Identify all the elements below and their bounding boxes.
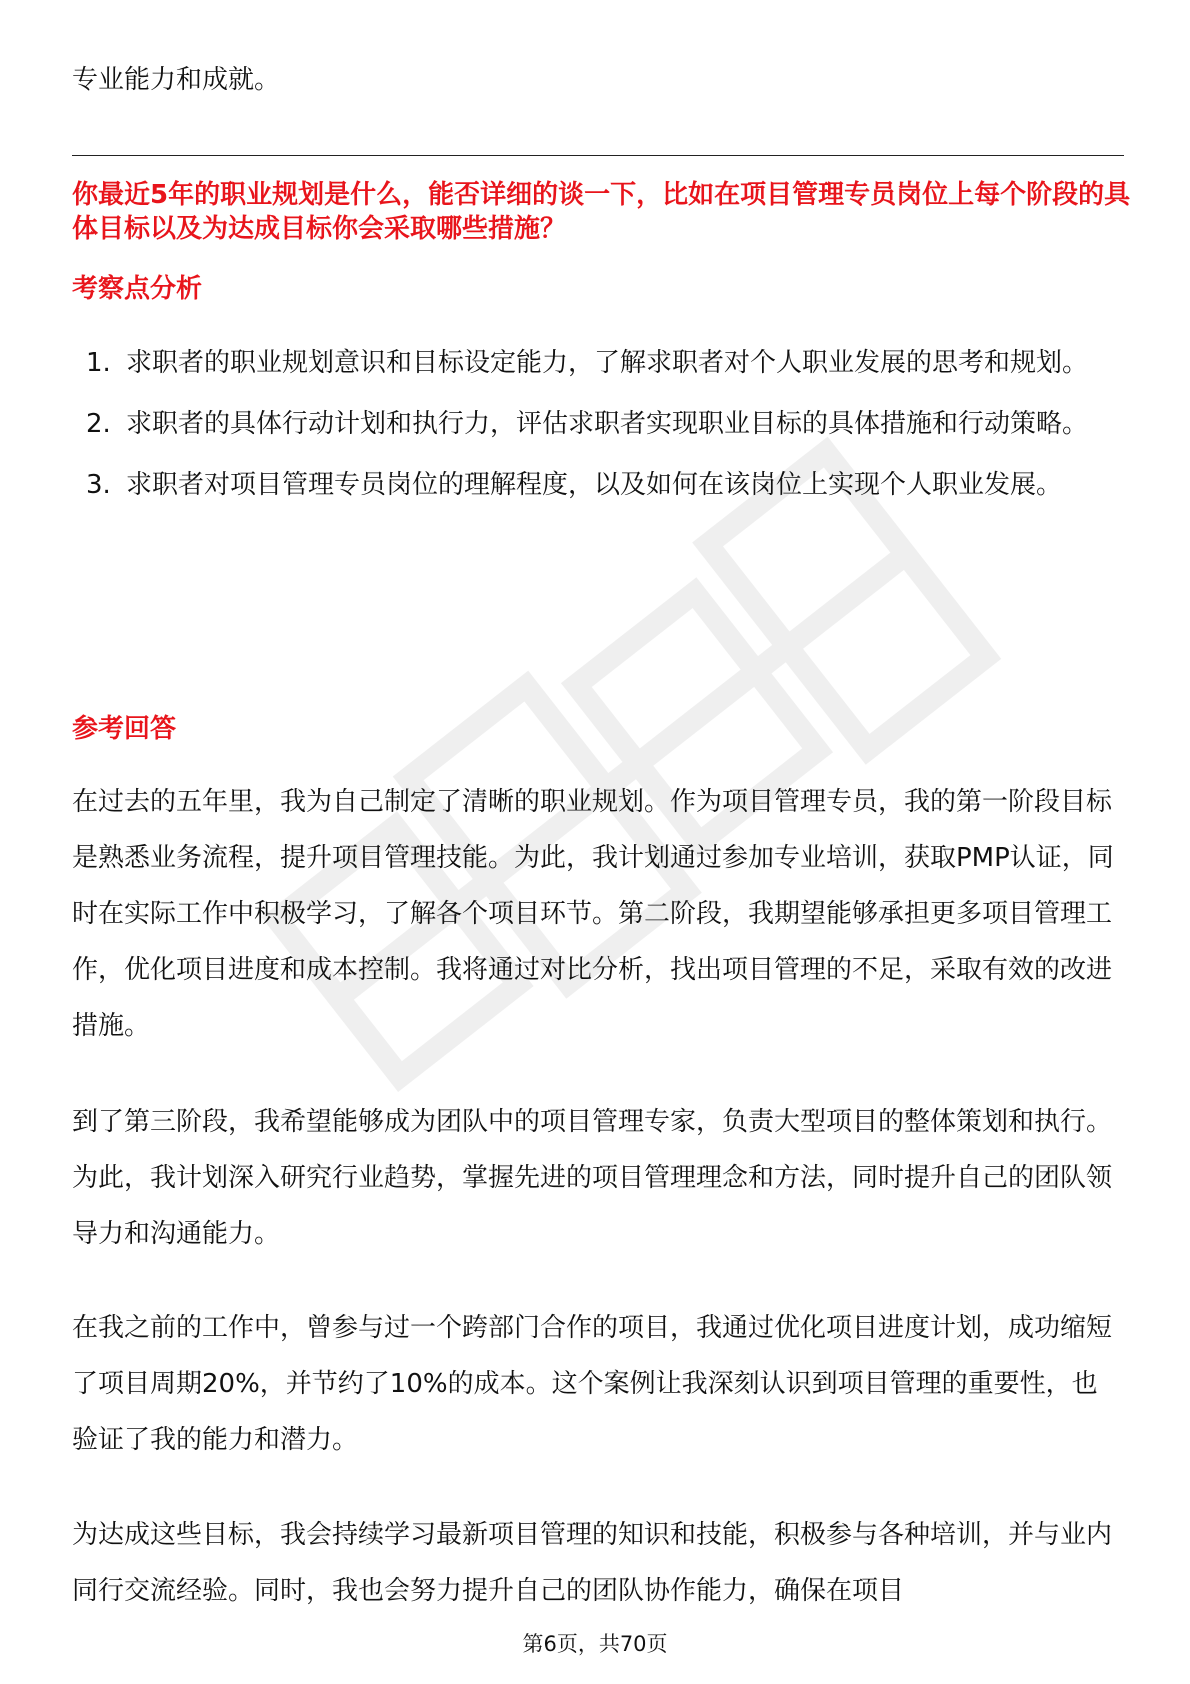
list-item xyxy=(72,457,1132,513)
answer-paragraph: 在我之前的工作中，曾参与过一个跨部门合作的项目，我通过优化项目进度计划，成功缩短了项目周期20%，并节约了10%的成本。这个案例让我深刻认识到项目管理的重要性，也验证了我的能力和潜力。 xyxy=(72,1313,1113,1455)
analysis-heading: 考察点分析 xyxy=(72,274,203,304)
list-item-text: 求职者对项目管理专员岗位的理解程度，以及如何在该岗位上实现个人职业发展。 xyxy=(126,470,1063,500)
interview-question: 你最近5年的职业规划是什么，能否详细的谈一下，比如在项目管理专员岗位上每个阶段的具体目标以及为达成目标你会采取哪些措施？ xyxy=(72,180,1131,244)
list-item-text: 求职者的具体行动计划和执行力，评估求职者实现职业目标的具体措施和行动策略。 xyxy=(126,409,1089,439)
list-item-text: 求职者的职业规划意识和目标设定能力，了解求职者对个人职业发展的思考和规划。 xyxy=(126,348,1089,378)
answer-paragraph: 在过去的五年里，我为自己制定了清晰的职业规划。作为项目管理专员，我的第一阶段目标是熟悉业务流程，提升项目管理技能。为此，我计划通过参加专业培训，获取PMP认证，同时在实际工作中积极学习，了解各个项目环节。第二阶段，我期望能够承担更多项目管理工作，优化项目进度和成本控制。我将通过对比分析，找出项目管理的不足，采取有效的改进措施。 xyxy=(72,787,1114,1041)
list-item xyxy=(72,396,1132,452)
list-item-number: 3. xyxy=(86,470,111,500)
list-item-number: 1. xyxy=(86,348,111,378)
page-number-footer: 第6页，共70页 xyxy=(522,1632,668,1656)
answer-heading: 参考回答 xyxy=(72,714,177,744)
answer-paragraph: 为达成这些目标，我会持续学习最新项目管理的知识和技能，积极参与各种培训，并与业内同行交流经验。同时，我也会努力提升自己的团队协作能力，确保在项目 xyxy=(72,1520,1113,1606)
intro-text-tail: 专业能力和成就。 xyxy=(72,65,281,95)
list-item xyxy=(72,335,1132,391)
answer-paragraph: 到了第三阶段，我希望能够成为团队中的项目管理专家，负责大型项目的整体策划和执行。为此，我计划深入研究行业趋势，掌握先进的项目管理理念和方法，同时提升自己的团队领导力和沟通能力。 xyxy=(72,1107,1113,1249)
list-item-number: 2. xyxy=(86,409,111,439)
analysis-list xyxy=(72,335,1132,518)
section-divider xyxy=(72,155,1124,156)
